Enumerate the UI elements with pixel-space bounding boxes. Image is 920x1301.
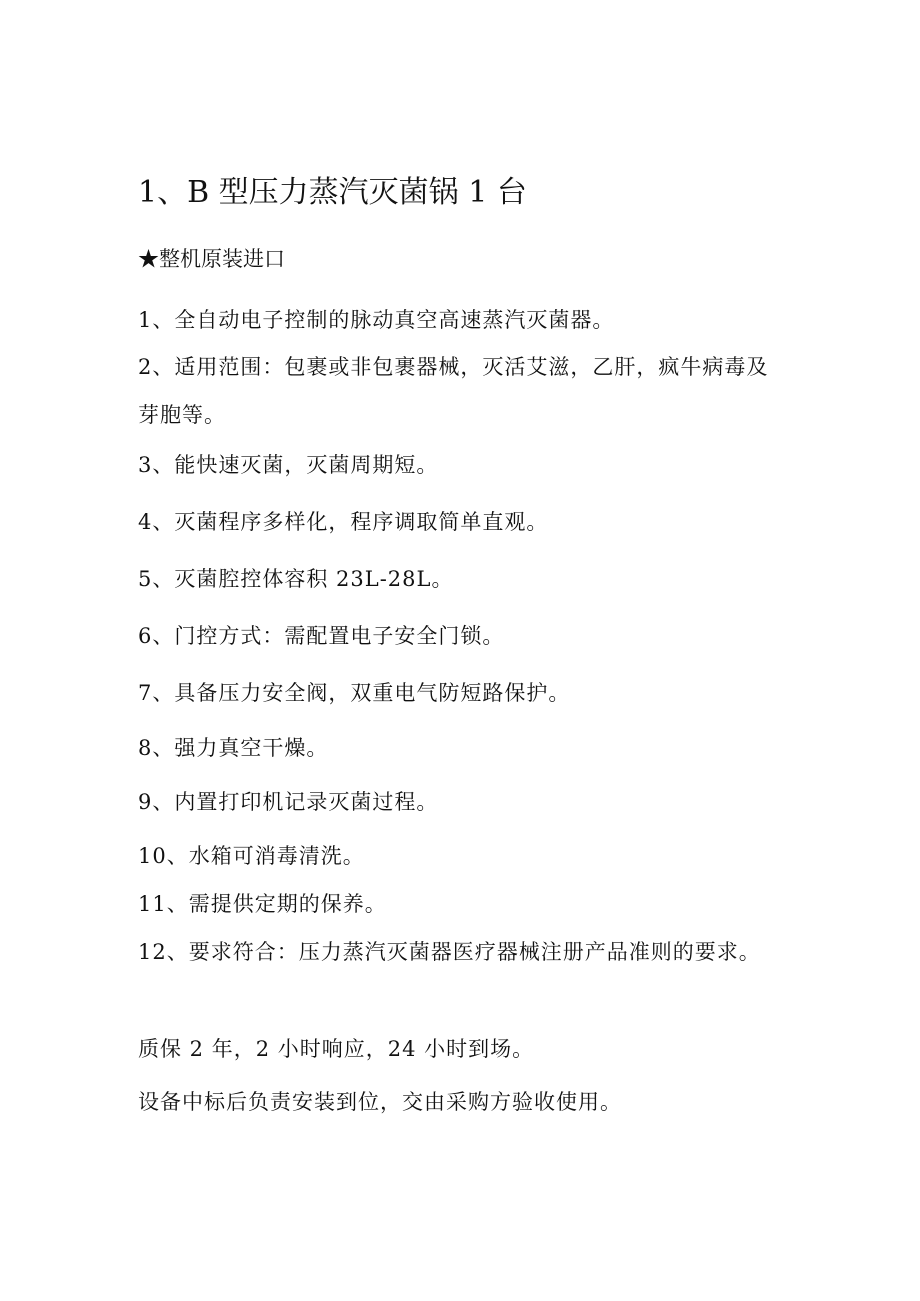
spec-item-1: 1、全自动电子控制的脉动真空高速蒸汽灭菌器。 xyxy=(138,308,615,332)
spec-item-9: 9、内置打印机记录灭菌过程。 xyxy=(138,790,439,814)
spec-item-3: 3、能快速灭菌，灭菌周期短。 xyxy=(138,453,439,477)
spec-item-10: 10、水箱可消毒清洗。 xyxy=(138,844,365,868)
warranty-terms: 质保 2 年，2 小时响应，24 小时到场。 xyxy=(138,1037,535,1061)
spec-item-7: 7、具备压力安全阀，双重电气防短路保护。 xyxy=(138,681,571,705)
installation-terms: 设备中标后负责安装到位，交由采购方验收使用。 xyxy=(138,1090,622,1114)
spec-item-4: 4、灭菌程序多样化，程序调取简单直观。 xyxy=(138,510,549,534)
spec-item-6: 6、门控方式：需配置电子安全门锁。 xyxy=(138,624,505,648)
spec-item-12: 12、要求符合：压力蒸汽灭菌器医疗器械注册产品准则的要求。 xyxy=(138,940,761,964)
spec-item-5: 5、灭菌腔控体容积 23L-28L。 xyxy=(138,567,454,591)
spec-item-11: 11、需提供定期的保养。 xyxy=(138,892,387,916)
spec-item-2: 2、适用范围：包裹或非包裹器械，灭活艾滋，乙肝，疯牛病毒及芽胞等。 xyxy=(138,355,769,427)
document-title: 1、B 型压力蒸汽灭菌锅 1 台 xyxy=(138,175,527,210)
spec-item-8: 8、强力真空干燥。 xyxy=(138,736,329,760)
import-requirement: ★整机原装进口 xyxy=(138,247,285,271)
